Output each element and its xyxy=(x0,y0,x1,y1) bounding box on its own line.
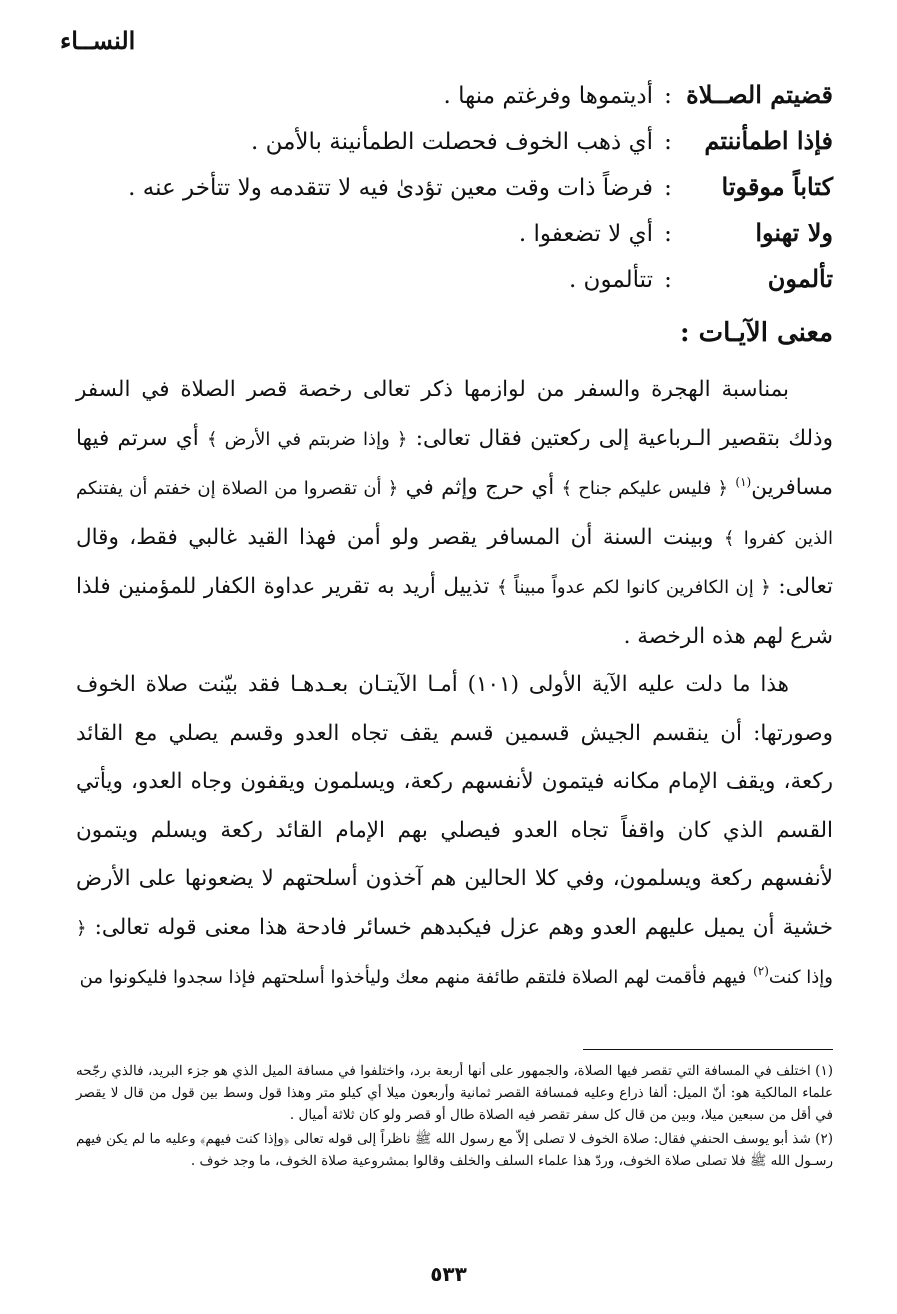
glossary-separator: : xyxy=(664,129,672,155)
glossary-row xyxy=(60,218,833,264)
glossary-definition: أي لا تضعفوا . xyxy=(518,221,653,247)
paragraph xyxy=(76,366,833,661)
quran-quote: ﴿ فليس عليكم جناح ﴾ xyxy=(561,478,729,499)
text-run: هذا ما دلت عليه الآية الأولى (١٠١) أمـا الآيتـان بعـدهـا فقد بيّنت صلاة الخوف وصورتها: أن ينقسم الجيش قسمين قسم يقف تجاه العدو وقسم يصلي مع القائد ركعة، ويقف الإمام مكانه فيتمون لأنفسهم ركعة، ويسلمون ويقفون وجاه العدو، ويأتي القسم الذي كان واقفاً تجاه العدو فيصلي بهم الإمام القائد ركعة ويسلم ويتمون لأنفسهم ركعة ويسلمون، وفي كلا الحالين هم آخذون أسلحتهم لا يضعونها على الأرض خشية أن يميل عليهم العدو وهم عزل فيكبدهم خسائر فادحة هذا معنى قوله تعالى: xyxy=(76,672,833,940)
quran-quote: ﴿ إن الكافرين كانوا لكم عدواً مبيناً ﴾ xyxy=(497,577,771,598)
glossary-row xyxy=(60,80,833,126)
glossary-separator: : xyxy=(664,175,672,201)
vocabulary-glossary xyxy=(60,80,833,310)
paragraph xyxy=(76,661,833,1003)
running-title: النســاء xyxy=(60,26,136,55)
main-text xyxy=(76,366,833,1003)
footnote-divider xyxy=(583,1049,833,1050)
glossary-row xyxy=(60,264,833,310)
text-run: تذييل أريد به تقرير عداوة الكفار للمؤمنين فلذا شرع لهم هذه الرخصة . xyxy=(76,574,833,649)
glossary-term: فإذا اطمأننتم xyxy=(704,126,833,155)
glossary-separator: : xyxy=(664,221,672,247)
glossary-row xyxy=(60,172,833,218)
glossary-definition: أديتموها وفرغتم منها . xyxy=(443,83,653,109)
glossary-term: كتاباً موقوتا xyxy=(721,172,833,201)
glossary-definition: تتألمون . xyxy=(568,267,653,293)
glossary-definition: أي ذهب الخوف فحصلت الطمأنينة بالأمن . xyxy=(250,129,653,155)
glossary-term: ولا تهنوا xyxy=(755,218,833,247)
quran-quote: ﴿ وإذا ضربتم في الأرض ﴾ xyxy=(206,428,408,450)
section-heading: معنى الآيـات : xyxy=(680,318,833,348)
glossary-definition: فرضاً ذات وقت معين تؤدىٰ فيه لا تتقدمه ولا تتأخر عنه . xyxy=(128,175,653,201)
footnote: (١) اختلف في المسافة التي تقصر فيها الصلاة، والجمهور على أنها أربعة برد، واختلفوا في مسافة الميل الذي هو جزء البريد، فالذي رجّحه علماء المالكية هو: أنّ الميل: ألفا ذراع وعليه فمسافة القصر ثمانية وأربعون ميلا أي كيلو متر وهذا قول وسط بين قول من قال لا يقصر في أقل من سبعين ميلا، وبين من قال كل سفر تقصر فيه الصلاة طال أو قصر ولو كان ثلاثة أميال . xyxy=(76,1063,833,1123)
footnotes xyxy=(76,1060,833,1174)
text-run: أي سرتم فيها مسافرين xyxy=(76,425,833,500)
glossary-term: تألمون xyxy=(767,264,833,293)
footnote-ref: (٢) xyxy=(753,963,769,978)
text-run: وبينت السنة أن المسافر يقصر ولو أمن فهذا القيد غالبي فقط، وقال تعالى: xyxy=(76,524,833,599)
page-number: ٥٣٣ xyxy=(430,1262,467,1286)
quran-quote: ﴿ أن تقصروا من الصلاة إن خفتم أن يفتنكم الذين كفروا ﴾ xyxy=(76,478,833,549)
glossary-separator: : xyxy=(664,267,672,293)
footnote: (٢) شذ أبو يوسف الحنفي فقال: صلاة الخوف لا تصلى إلاّ مع رسول الله ﷺ ناظراً إلى قوله تعالى ﴿وإذا كنت فيهم﴾ وعليه ما لم يكن فيهم رسـول الله ﷺ فلا تصلى صلاة الخوف، وردّ هذا علماء السلف والخلف وقالوا بمشروعية صلاة الخوف، ما وجد خوف . xyxy=(76,1131,833,1169)
text-run: أي حرج وإثم في xyxy=(405,475,555,500)
quran-quote: ﴿ وإذا كنت xyxy=(76,917,833,988)
quran-quote: فيهم فأقمت لهم الصلاة فلتقم طائفة منهم معك وليأخذوا أسلحتهم فإذا سجدوا فليكونوا من xyxy=(79,967,747,988)
glossary-term: قضيتم الصــلاة xyxy=(686,80,833,109)
glossary-row xyxy=(60,126,833,172)
footnote-ref: (١) xyxy=(735,474,752,489)
glossary-separator: : xyxy=(664,83,672,109)
text-run: بمناسبة الهجرة والسفر من لوازمها ذكر تعالى رخصة قصر الصلاة في السفر وذلك بتقصير الـرباعية إلى ركعتين فقال تعالى: xyxy=(76,377,834,451)
